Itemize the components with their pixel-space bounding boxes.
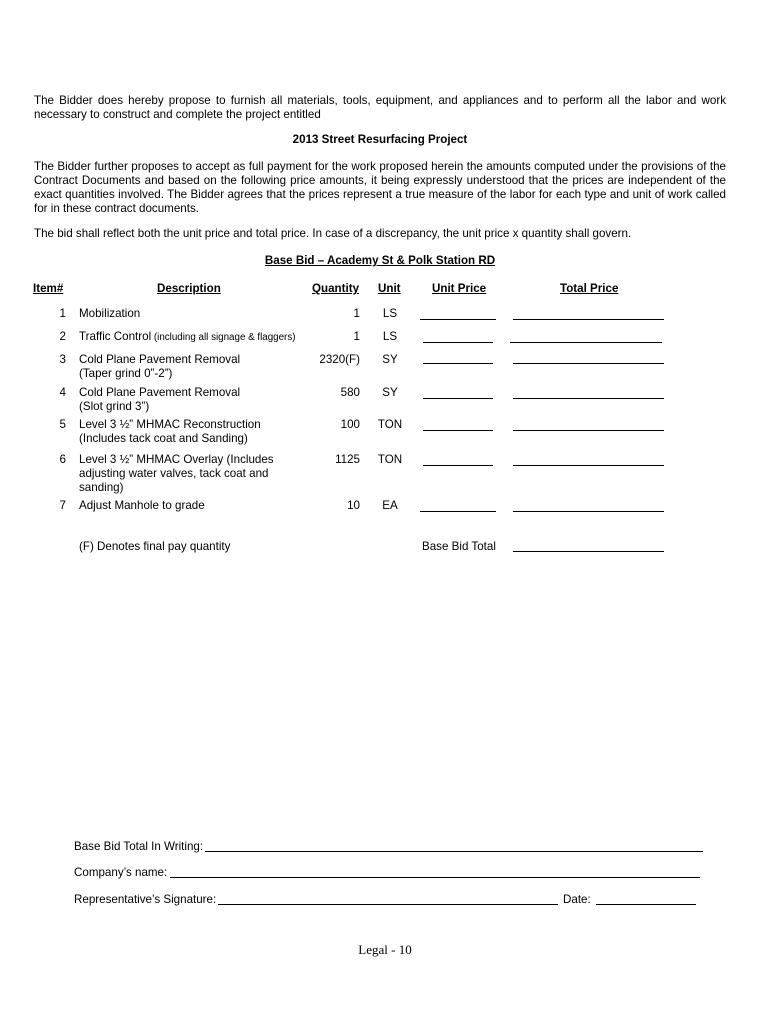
unit-price-blank[interactable] xyxy=(423,398,493,399)
item-quantity: 580 xyxy=(340,386,360,399)
unit-price-blank[interactable] xyxy=(420,319,496,320)
col-header-unit: Unit xyxy=(378,282,401,295)
signature-label: Representative’s Signature: xyxy=(74,893,217,906)
item-unit: SY xyxy=(382,353,398,366)
project-title: 2013 Street Resurfacing Project xyxy=(292,133,468,146)
unit-price-blank[interactable] xyxy=(423,342,493,343)
item-description: Level 3 ½” MHMAC Overlay (Includes adjusting water valves, tack coat and sanding) xyxy=(79,453,274,494)
unit-price-blank[interactable] xyxy=(423,465,493,466)
item-quantity: 1 xyxy=(353,330,360,343)
item-description: Cold Plane Pavement Removal (Taper grind 0”-2”) xyxy=(79,353,241,380)
item-number: 2 xyxy=(59,330,66,343)
item-number: 5 xyxy=(59,418,66,431)
item-unit: LS xyxy=(382,307,398,320)
total-price-blank[interactable] xyxy=(513,363,664,364)
item-description-note: (including all signage & flaggers) xyxy=(151,332,296,343)
item-number: 4 xyxy=(59,386,66,399)
item-quantity: 1125 xyxy=(335,453,360,466)
date-blank[interactable] xyxy=(596,904,696,905)
item-quantity: 2320(F) xyxy=(319,353,360,366)
page-footer: Legal - 10 xyxy=(358,942,412,957)
item-number: 7 xyxy=(59,499,66,512)
table-row xyxy=(0,418,770,458)
item-quantity: 100 xyxy=(340,418,360,431)
item-number: 6 xyxy=(59,453,66,466)
item-unit: SY xyxy=(382,386,398,399)
unit-price-blank[interactable] xyxy=(423,430,493,431)
col-header-item: Item# xyxy=(33,282,64,295)
item-description: Cold Plane Pavement Removal (Slot grind 3”) xyxy=(79,386,241,413)
item-number: 3 xyxy=(59,353,66,366)
table-row xyxy=(0,453,770,499)
col-header-total-price: Total Price xyxy=(560,282,619,295)
item-unit: LS xyxy=(382,330,398,343)
item-quantity: 10 xyxy=(347,499,360,512)
total-in-writing-label: Base Bid Total In Writing: xyxy=(74,840,204,853)
unit-price-blank[interactable] xyxy=(420,511,496,512)
final-pay-note: (F) Denotes final pay quantity xyxy=(79,540,231,553)
item-unit: TON xyxy=(377,418,403,431)
item-description xyxy=(79,330,294,345)
company-name-blank[interactable] xyxy=(170,877,700,878)
item-unit: EA xyxy=(382,499,398,512)
total-in-writing-blank[interactable] xyxy=(205,851,703,852)
total-price-blank[interactable] xyxy=(513,319,664,320)
company-name-label: Company’s name: xyxy=(74,866,168,879)
total-price-blank[interactable] xyxy=(513,430,664,431)
item-description: Adjust Manhole to grade xyxy=(79,499,205,512)
total-price-blank[interactable] xyxy=(513,398,664,399)
discrepancy-paragraph: The bid shall reflect both the unit price and total price. In case of a discrepancy, the unit price x quantity shall govern. xyxy=(34,227,632,240)
total-price-blank[interactable] xyxy=(513,465,664,466)
item-number: 1 xyxy=(59,307,66,320)
signature-blank[interactable] xyxy=(218,904,558,905)
base-bid-total-blank[interactable] xyxy=(513,551,664,552)
base-bid-total-label: Base Bid Total xyxy=(422,540,496,553)
bid-section-title: Base Bid – Academy St & Polk Station RD xyxy=(264,254,496,267)
item-unit: TON xyxy=(377,453,403,466)
total-price-blank[interactable] xyxy=(513,511,664,512)
item-quantity: 1 xyxy=(353,307,360,320)
item-description: Mobilization xyxy=(79,307,141,320)
item-description: Level 3 ½” MHMAC Reconstruction (Includes tack coat and Sanding) xyxy=(79,418,261,445)
total-price-blank[interactable] xyxy=(510,342,662,343)
intro-paragraph: The Bidder does hereby propose to furnish all materials, tools, equipment, and appliances and to perform all the labor and work necessary to construct and complete the project entitled xyxy=(34,94,726,121)
col-header-unit-price: Unit Price xyxy=(432,282,487,295)
col-header-quantity: Quantity xyxy=(312,282,360,295)
item-description-main: Traffic Control xyxy=(79,330,152,343)
col-header-description: Description xyxy=(157,282,221,295)
table-row xyxy=(0,499,770,539)
payment-paragraph: The Bidder further proposes to accept as full payment for the work proposed herein the amounts computed under the provisions of the Contract Documents and based on the following price amounts, it being expressly understood that the prices are independent of the exact quantities involved. The Bidder agrees that the prices represent a true measure of the labor for each type and unit of work called for in these contract documents. xyxy=(34,160,726,215)
date-label: Date: xyxy=(563,893,591,906)
unit-price-blank[interactable] xyxy=(423,363,493,364)
